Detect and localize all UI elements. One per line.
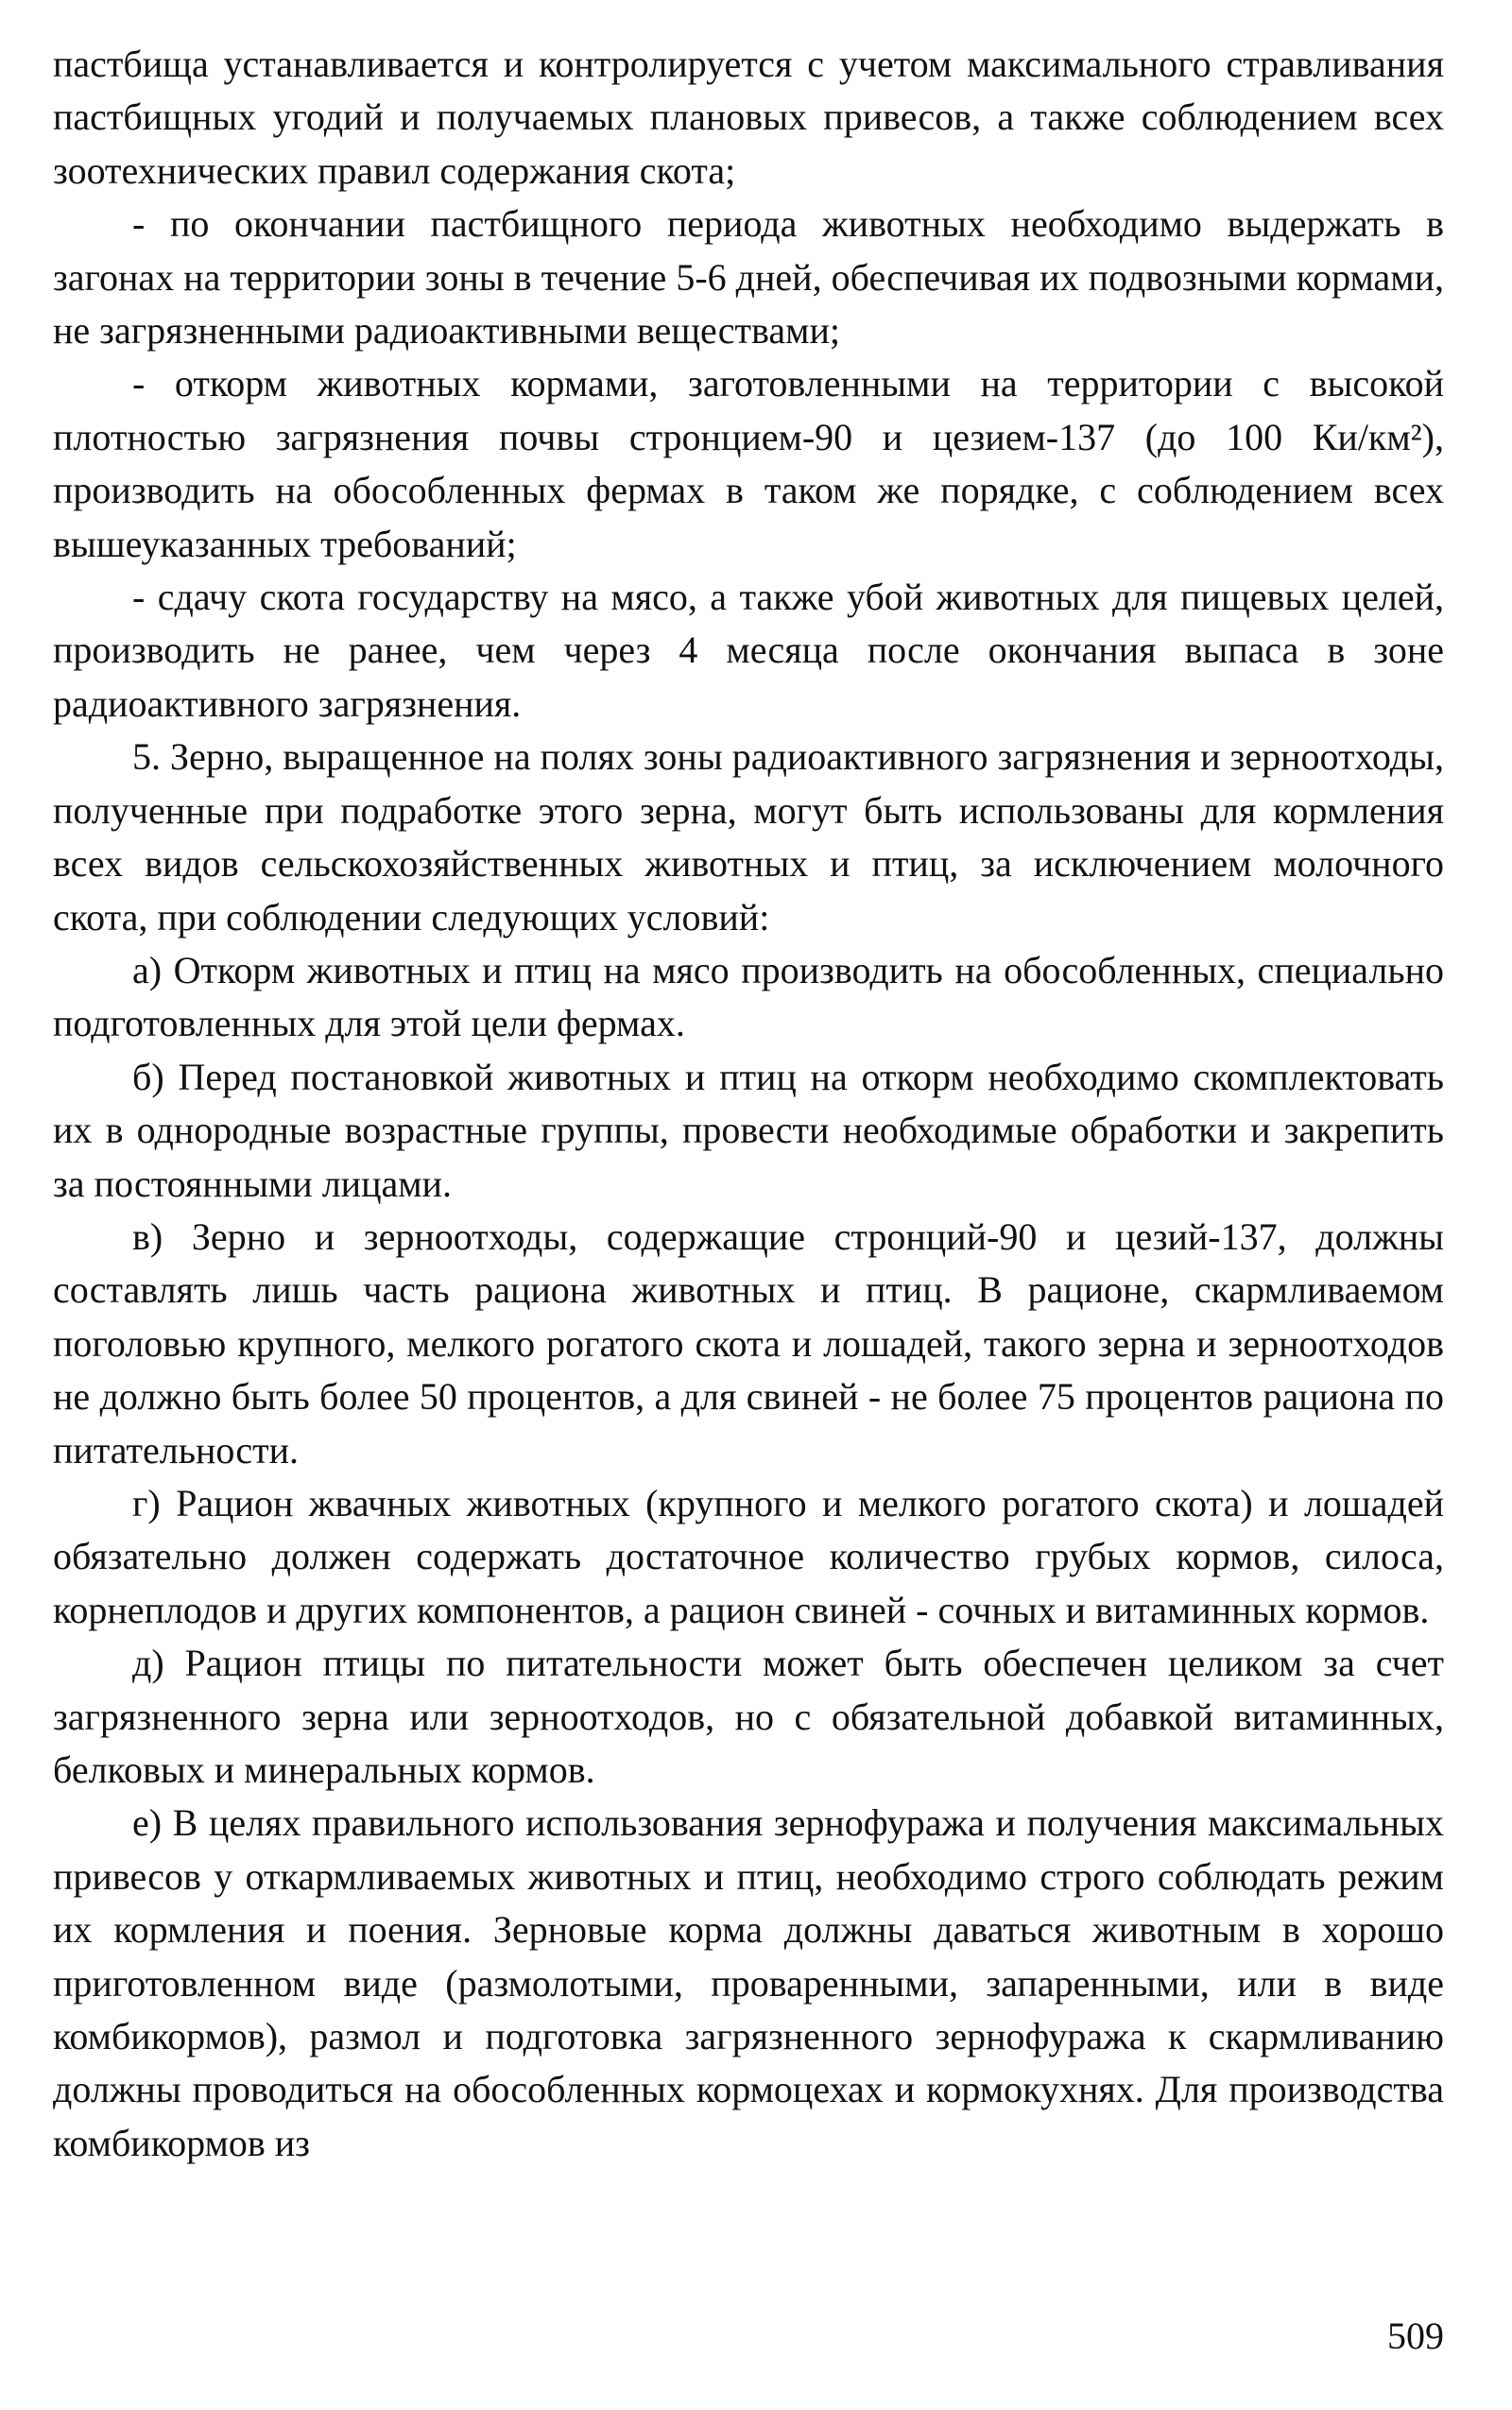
paragraph-fattening: - откорм животных кормами, заготовленными на территории с высокой плотностью загрязнения почвы стронцием-90 и цезием-137 (до 100 Ки/км²), производить на обособленных фермах в таком же порядке, с соблюдением всех вышеуказанных требований; [53, 362, 1444, 565]
paragraph-pasture-end: - по окончании пастбищного периода животных необходимо выдержать в загонах на территории зоны в течение 5-6 дней, обеспечивая их подвозными кормами, не загрязненными радиоактивными веществами; [53, 202, 1444, 353]
paragraph-slaughter: - сдачу скота государству на мясо, а также убой животных для пищевых целей, производить не ранее, чем через 4 месяца после окончания выпаса в зоне радиоактивного загрязнения. [53, 576, 1444, 725]
body-text [53, 38, 1444, 2170]
paragraph-item-b: б) Перед постановкой животных и птиц на откорм необходимо скомплектовать их в однородные возрастные группы, провести необходимые обработки и закрепить за постоянными лицами. [53, 1055, 1444, 1205]
paragraph-item-d: д) Рацион птицы по питательности может быть обеспечен целиком за счет загрязненного зерна или зерноотходов, но с обязательной добавкой витаминных, белковых и минеральных кормов. [53, 1642, 1444, 1791]
paragraph-item-e: е) В целях правильного использования зернофуража и получения максимальных привесов у откармливаемых животных и птиц, необходимо строго соблюдать режим их кормления и поения. Зерновые корма должны даваться животным в хорошо приготовленном виде (размолотыми, проваренными, запаренными, или в виде комбикормов), размол и подготовка загрязненного зернофуража к скармливанию должны проводиться на обособленных кормоцехах и кормокухнях. Для производства комбикормов из [53, 1801, 1444, 2164]
paragraph-item-g: г) Рацион жвачных животных (крупного и мелкого рогатого скота) и лошадей обязательно должен содержать достаточное количество грубых кормов, силоса, корнеплодов и других компонентов, а рацион свиней - сочных и витаминных кормов. [53, 1481, 1444, 1631]
paragraph-continuation: пастбища устанавливается и контролируется с учетом максимального стравливания пастбищных угодий и получаемых плановых привесов, а также соблюдением всех зоотехнических правил содержания скота; [53, 43, 1444, 192]
paragraph-item-5: 5. Зерно, выращенное на полях зоны радиоактивного загрязнения и зерноотходы, полученные при подработке этого зерна, могут быть использованы для кормления всех видов сельскохозяйственных животных и птиц, за исключением молочного скота, при соблюдении следующих условий: [53, 735, 1444, 938]
paragraph-item-a: а) Откорм животных и птиц на мясо производить на обособленных, специально подготовленных для этой цели фермах. [53, 948, 1444, 1045]
page-number: 509 [1387, 2315, 1444, 2357]
paragraph-item-v: в) Зерно и зерноотходы, содержащие стронций-90 и цезий-137, должны составлять лишь часть рациона животных и птиц. В рационе, скармливаемом поголовью крупного, мелкого рогатого скота и лошадей, такого зерна и зерноотходов не должно быть более 50 процентов, а для свиней - не более 75 процентов рациона по питательности. [53, 1214, 1444, 1472]
